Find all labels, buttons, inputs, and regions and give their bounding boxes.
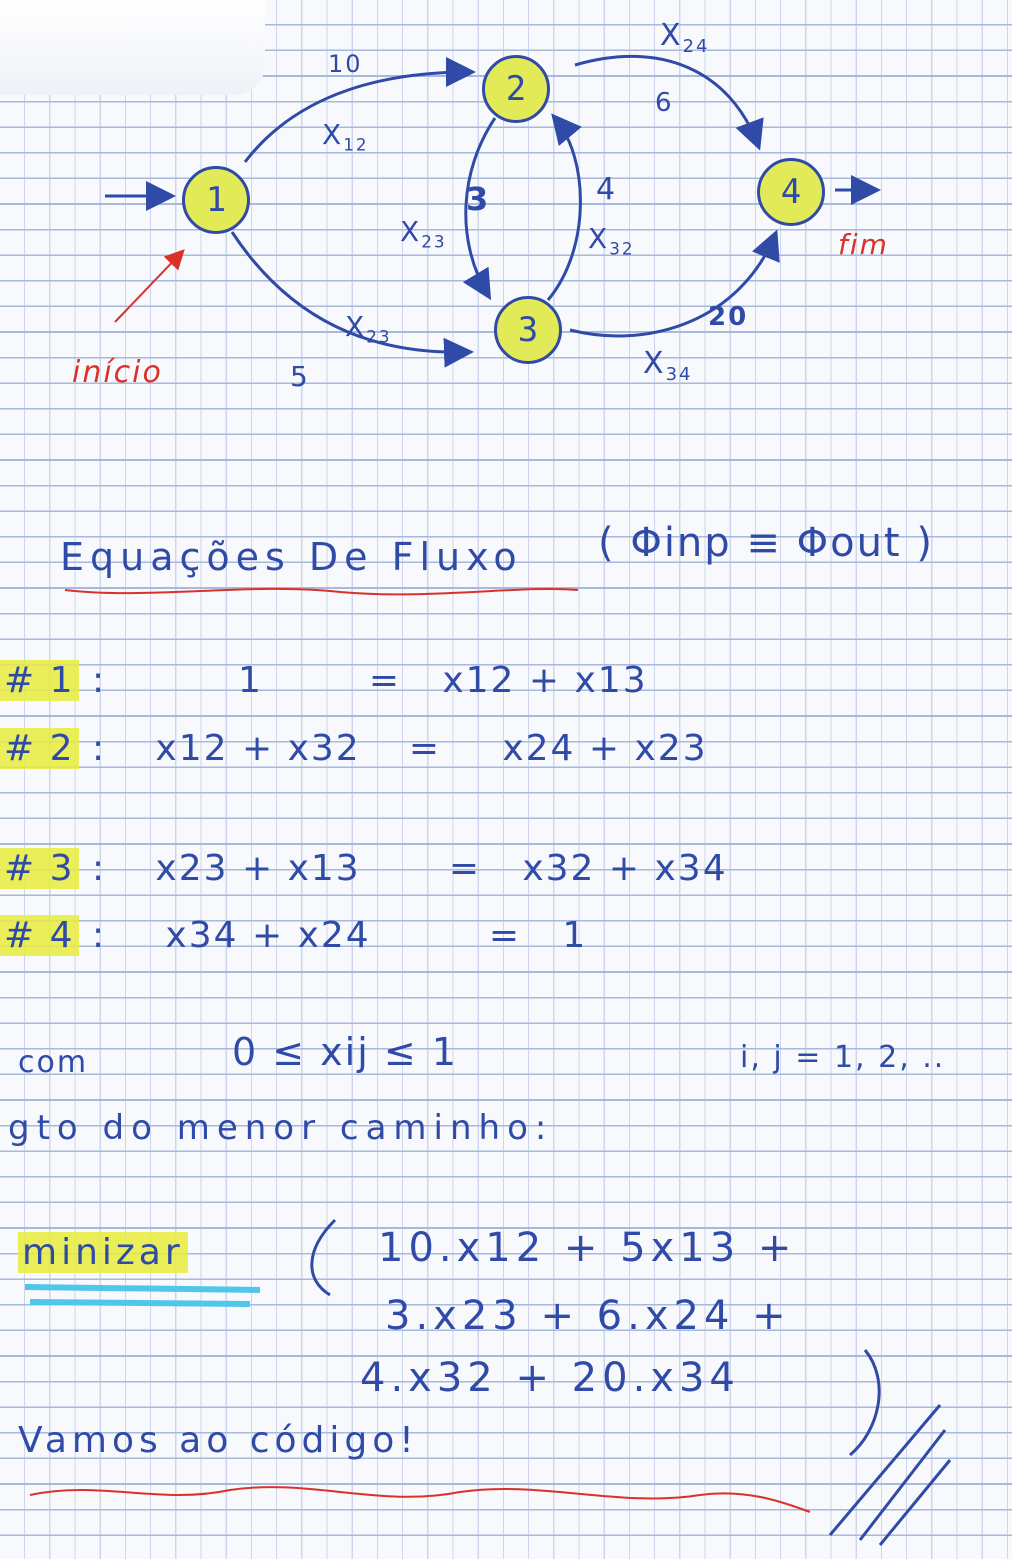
constraint-prefix: com [18, 1045, 89, 1080]
edge-3-2-var: $X_{32}$ [588, 222, 635, 259]
objective-line-2: 3.x23 + 6.x24 + [385, 1293, 791, 1339]
constraint-expr: 0 ≤ xij ≤ 1 [232, 1030, 458, 1074]
equation-2: # 2 : x12 + x32 = x24 + x23 [0, 728, 708, 769]
subtitle: gto do menor caminho: [8, 1108, 554, 1148]
equation-4-label: # 4 [0, 915, 79, 956]
equation-4: # 4 : x34 + x24 = 1 [0, 915, 587, 956]
node-1: 1 [182, 166, 250, 234]
edge-2-3-var: $X_{23}$ [400, 215, 447, 252]
paren-open [312, 1220, 335, 1295]
minizar-underline-2 [30, 1302, 250, 1304]
equation-2-rhs: x24 + x23 [502, 728, 708, 769]
heading-underline [65, 589, 578, 595]
node-3: 3 [494, 296, 562, 364]
closing-text: Vamos ao código! [18, 1420, 419, 1461]
edge-1-3-var: $X_{23}$ [345, 310, 392, 347]
equation-1-label: # 1 [0, 660, 79, 701]
edge-1-3-cost: 5 [290, 360, 310, 393]
equation-1: # 1 : 1 = x12 + x13 [0, 660, 648, 701]
closing-underline [30, 1487, 810, 1512]
equation-3-lhs: x23 + x13 [155, 848, 361, 889]
end-label: fim [838, 228, 889, 261]
edge-3-2 [548, 118, 580, 300]
equation-4-lhs: x34 + x24 [165, 915, 371, 956]
edge-3-4-var: $X_{34}$ [643, 346, 693, 385]
equation-3: # 3 : x23 + x13 = x32 + x34 [0, 848, 728, 889]
equation-2-lhs: x12 + x32 [155, 728, 361, 769]
equation-4-rhs: 1 [562, 915, 588, 956]
end-strokes [830, 1405, 950, 1545]
edge-2-3-cost: 3 [466, 180, 491, 218]
objective-line-3: 4.x32 + 20.x34 [360, 1355, 740, 1401]
node-4: 4 [757, 158, 825, 226]
equation-1-lhs: 1 [237, 660, 263, 701]
objective-label: minizar [18, 1232, 188, 1273]
edge-2-4-var: $X_{24}$ [660, 18, 710, 57]
start-pointer [115, 252, 182, 322]
equation-2-label: # 2 [0, 728, 79, 769]
edge-1-2-cost: 10 [328, 50, 363, 78]
flow-balance: ( Φinp ≡ Φout ) [598, 520, 934, 566]
equation-3-rhs: x32 + x34 [522, 848, 728, 889]
edge-3-2-cost: 4 [596, 172, 618, 207]
edge-1-2-var: $X_{12}$ [322, 118, 369, 155]
edge-2-4-cost: 6 [655, 88, 674, 118]
constraint-indices: i, j = 1, 2, .. [740, 1040, 946, 1075]
edge-3-4-cost: 20 [708, 302, 749, 332]
start-label: início [72, 355, 163, 390]
paren-close [850, 1350, 879, 1455]
equation-1-rhs: x12 + x13 [442, 660, 648, 701]
minizar-underline-1 [25, 1287, 260, 1290]
equation-3-label: # 3 [0, 848, 79, 889]
page-title: Equações De Fluxo [60, 535, 523, 579]
node-2: 2 [482, 55, 550, 123]
objective-line-1: 10.x12 + 5x13 + [378, 1225, 797, 1271]
